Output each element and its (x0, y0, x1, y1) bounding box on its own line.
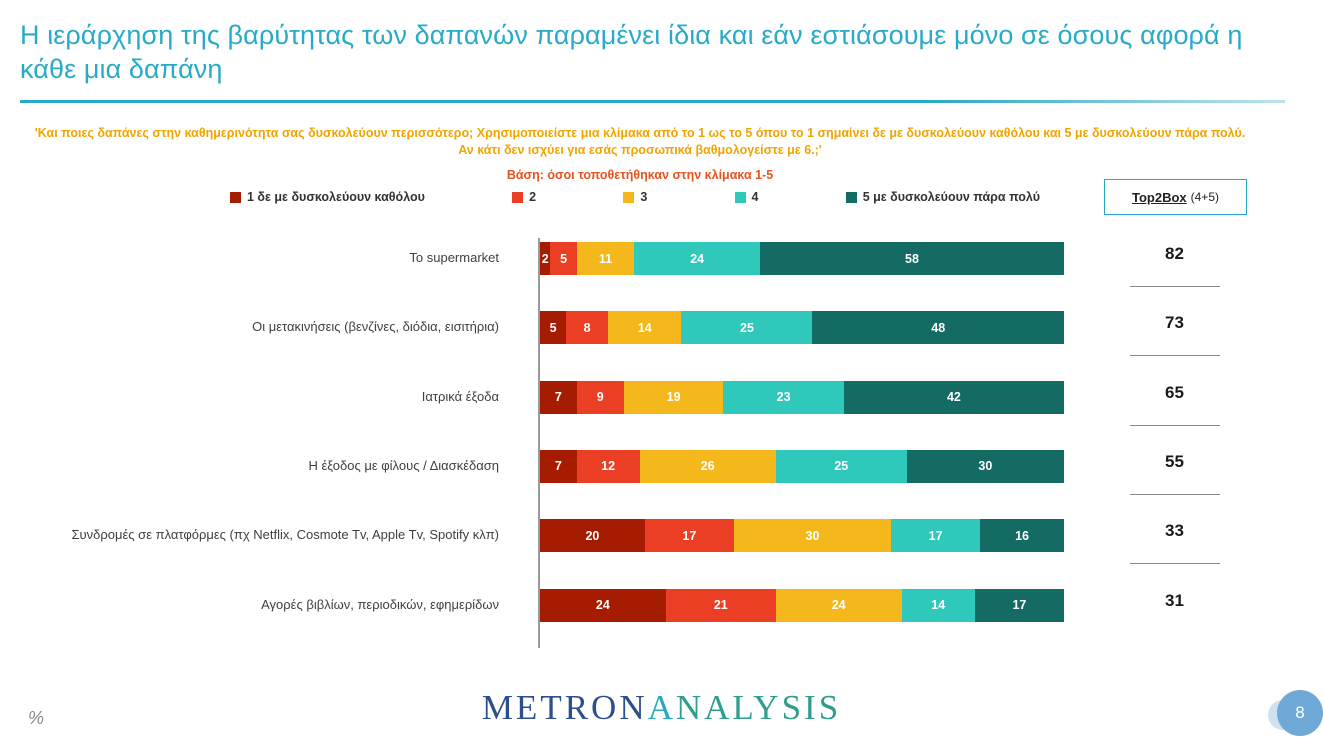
bar-segment: 7 (540, 450, 577, 483)
bar-segment: 23 (723, 381, 844, 414)
title-divider (20, 100, 1285, 103)
bar-segment: 24 (540, 589, 666, 622)
stacked-bar (540, 519, 1064, 552)
bar-segment: 21 (666, 589, 776, 622)
category-label: Συνδρομές σε πλατφόρμες (πχ Netflix, Cosmote Tv, Apple Tv, Spotify κλπ) (71, 527, 499, 543)
legend-label: 4 (751, 190, 759, 204)
chart-row (0, 436, 1323, 505)
page-number-badge: 8 (1277, 690, 1323, 736)
percent-icon: % (28, 708, 45, 728)
category-label: Το supermarket (409, 250, 499, 265)
bar-segment: 11 (577, 242, 635, 275)
legend-item (623, 190, 647, 204)
stacked-bar-chart (0, 228, 1323, 648)
stacked-bar (540, 589, 1064, 622)
legend-item (846, 190, 1040, 204)
top2box-separator (1130, 286, 1220, 287)
top2box-header (1104, 179, 1247, 215)
legend-label: 5 με δυσκολεύουν πάρα πολύ (862, 190, 1040, 204)
legend-label: 3 (640, 190, 648, 204)
bar-segment: 30 (907, 450, 1064, 483)
top2box-value: 73 (1165, 313, 1184, 333)
category-label: Η έξοδος με φίλους / Διασκέδαση (308, 457, 499, 473)
top2box-value: 55 (1165, 451, 1184, 471)
bar-segment: 48 (812, 311, 1064, 344)
legend-item (735, 190, 759, 204)
bar-segment: 14 (902, 589, 975, 622)
bar-segment: 5 (550, 242, 576, 275)
legend-swatch-icon (846, 192, 857, 203)
bar-segment: 30 (734, 519, 891, 552)
legend-swatch-icon (512, 192, 523, 203)
bar-segment: 24 (634, 242, 760, 275)
chart-row (0, 575, 1323, 644)
stacked-bar (540, 381, 1064, 414)
top2box-value: 33 (1165, 521, 1184, 541)
legend-swatch-icon (230, 192, 241, 203)
bar-segment: 20 (540, 519, 645, 552)
question-text: 'Και ποιες δαπάνες στην καθημερινότητα σας δυσκολεύουν περισσότερο; Χρησιμοποιείστε μια κλίμακα από το 1 ως το 5 όπου το 1 σημαίνει δε με δυσκολεύουν καθόλου και 5 με δυσκολεύουν πάρα πολύ. Αν κάτι δεν ισχύει για εσάς προσωπικά βαθμολογείστε με 6.;' (34, 126, 1246, 157)
legend-swatch-icon (735, 192, 746, 203)
logo-metron-text: METRON (481, 688, 648, 727)
chart-row (0, 228, 1323, 297)
chart-legend (230, 190, 1040, 204)
bar-segment: 16 (980, 519, 1064, 552)
bar-segment: 7 (540, 381, 577, 414)
page-title-text: Η ιεράρχηση της βαρύτητας των δαπανών παραμένει ίδια και εάν εστιάσουμε μόνο σε όσους αφορά η κάθε μια δαπάνη (20, 20, 1243, 84)
chart-row (0, 367, 1323, 436)
bar-segment: 19 (624, 381, 724, 414)
legend-label: 1 δε με δυσκολεύουν καθόλου (247, 190, 425, 204)
bar-segment: 5 (540, 311, 566, 344)
bar-segment: 17 (975, 589, 1064, 622)
bar-segment: 14 (608, 311, 681, 344)
top2box-separator (1130, 494, 1220, 495)
top2box-header-sublabel: (4+5) (1190, 190, 1219, 204)
top2box-value: 65 (1165, 382, 1184, 402)
bar-segment: 9 (577, 381, 624, 414)
bar-segment: 12 (577, 450, 640, 483)
category-label: Οι μετακινήσεις (βενζίνες, διόδια, εισιτήρια) (252, 319, 499, 335)
stacked-bar (540, 311, 1064, 344)
bar-segment: 25 (681, 311, 812, 344)
top2box-separator (1130, 425, 1220, 426)
bar-segment: 25 (776, 450, 907, 483)
stacked-bar (540, 450, 1064, 483)
top2box-header-label: Top2Box (1131, 189, 1187, 205)
category-label: Αγορές βιβλίων, περιοδικών, εφημερίδων (261, 596, 499, 612)
bar-segment: 2 (540, 242, 550, 275)
category-label: Ιατρικά έξοδα (421, 388, 499, 404)
bar-segment: 42 (844, 381, 1064, 414)
top2box-value: 31 (1165, 590, 1184, 610)
stacked-bar (540, 242, 1064, 275)
legend-swatch-icon (623, 192, 634, 203)
legend-item (230, 190, 425, 204)
top2box-separator (1130, 563, 1220, 564)
legend-label: 2 (529, 190, 537, 204)
top2box-value: 82 (1165, 244, 1184, 263)
logo-a-text: A (647, 688, 676, 727)
bar-segment: 58 (760, 242, 1064, 275)
bar-segment: 26 (640, 450, 776, 483)
bar-segment: 17 (645, 519, 734, 552)
bar-segment: 24 (776, 589, 902, 622)
bar-segment: 8 (566, 311, 608, 344)
bar-segment: 17 (891, 519, 980, 552)
legend-item (512, 190, 536, 204)
chart-row (0, 297, 1323, 366)
chart-row (0, 505, 1323, 574)
company-logo (0, 688, 1323, 728)
top2box-separator (1130, 355, 1220, 356)
logo-nalysis-text: NALYSIS (675, 688, 842, 727)
page-title (20, 18, 1290, 86)
base-text: Βάση: όσοι τοποθετήθηκαν στην κλίμακα 1-5 (506, 168, 774, 182)
